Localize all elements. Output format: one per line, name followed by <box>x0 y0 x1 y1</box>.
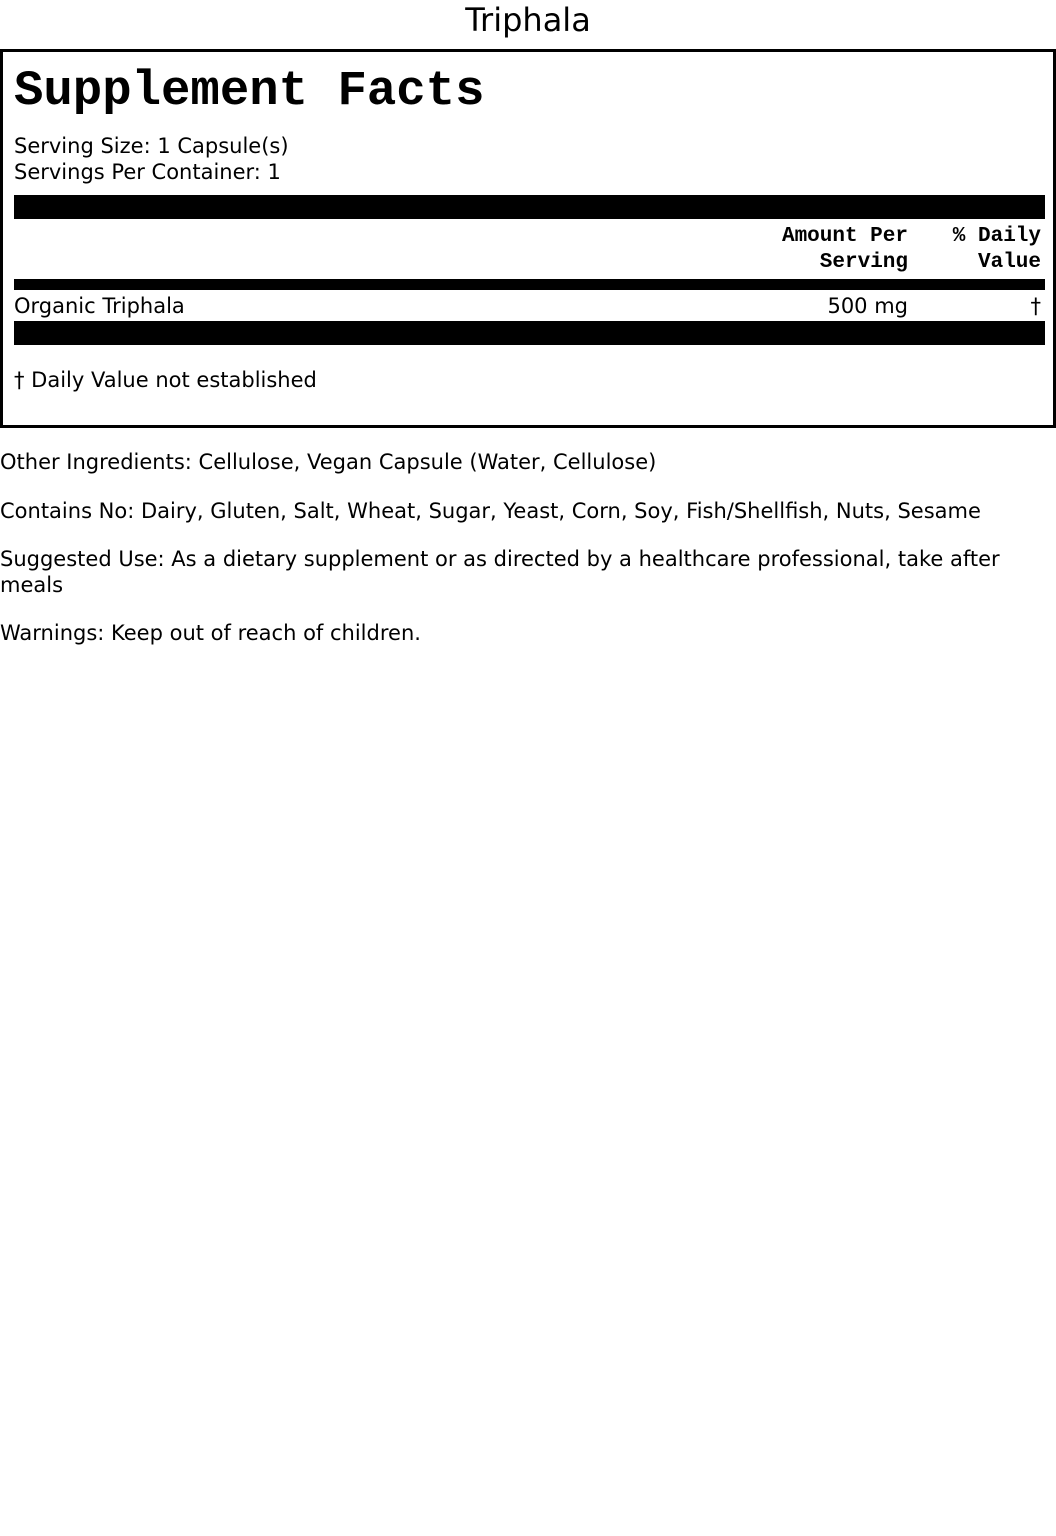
amount-header-line1: Amount Per <box>781 225 908 248</box>
contains-no: Contains No: Dairy, Gluten, Salt, Wheat, Sugar, Yeast, Corn, Soy, Fish/Shellfish, Nuts, Sesame <box>0 499 981 523</box>
suggested-use: Suggested Use: As a dietary supplement or as directed by a healthcare professional, take after meals <box>0 547 1000 597</box>
top-divider-bar <box>14 195 1045 219</box>
bottom-divider-bar <box>14 321 1045 345</box>
daily-value-header <box>953 224 1041 276</box>
ingredient-daily-value: † <box>1030 294 1041 318</box>
other-ingredients: Other Ingredients: Cellulose, Vegan Capsule (Water, Cellulose) <box>0 450 657 474</box>
supplement-facts-panel <box>0 49 1056 428</box>
dv-header-line2: Value <box>977 251 1041 274</box>
daily-value-footnote: † Daily Value not established <box>14 368 317 392</box>
header-divider-bar <box>14 279 1045 290</box>
servings-per-container: Servings Per Container: 1 <box>14 160 281 184</box>
product-title: Triphala <box>465 1 591 39</box>
warnings: Warnings: Keep out of reach of children. <box>0 621 421 645</box>
dv-header-line1: % Daily <box>952 225 1041 248</box>
ingredient-name: Organic Triphala <box>14 294 185 318</box>
amount-header-line2: Serving <box>819 251 908 274</box>
serving-size: Serving Size: 1 Capsule(s) <box>14 134 289 158</box>
amount-per-serving-header <box>782 224 908 276</box>
ingredient-amount: 500 mg <box>827 294 908 318</box>
facts-heading: Supplement Facts <box>14 63 485 119</box>
